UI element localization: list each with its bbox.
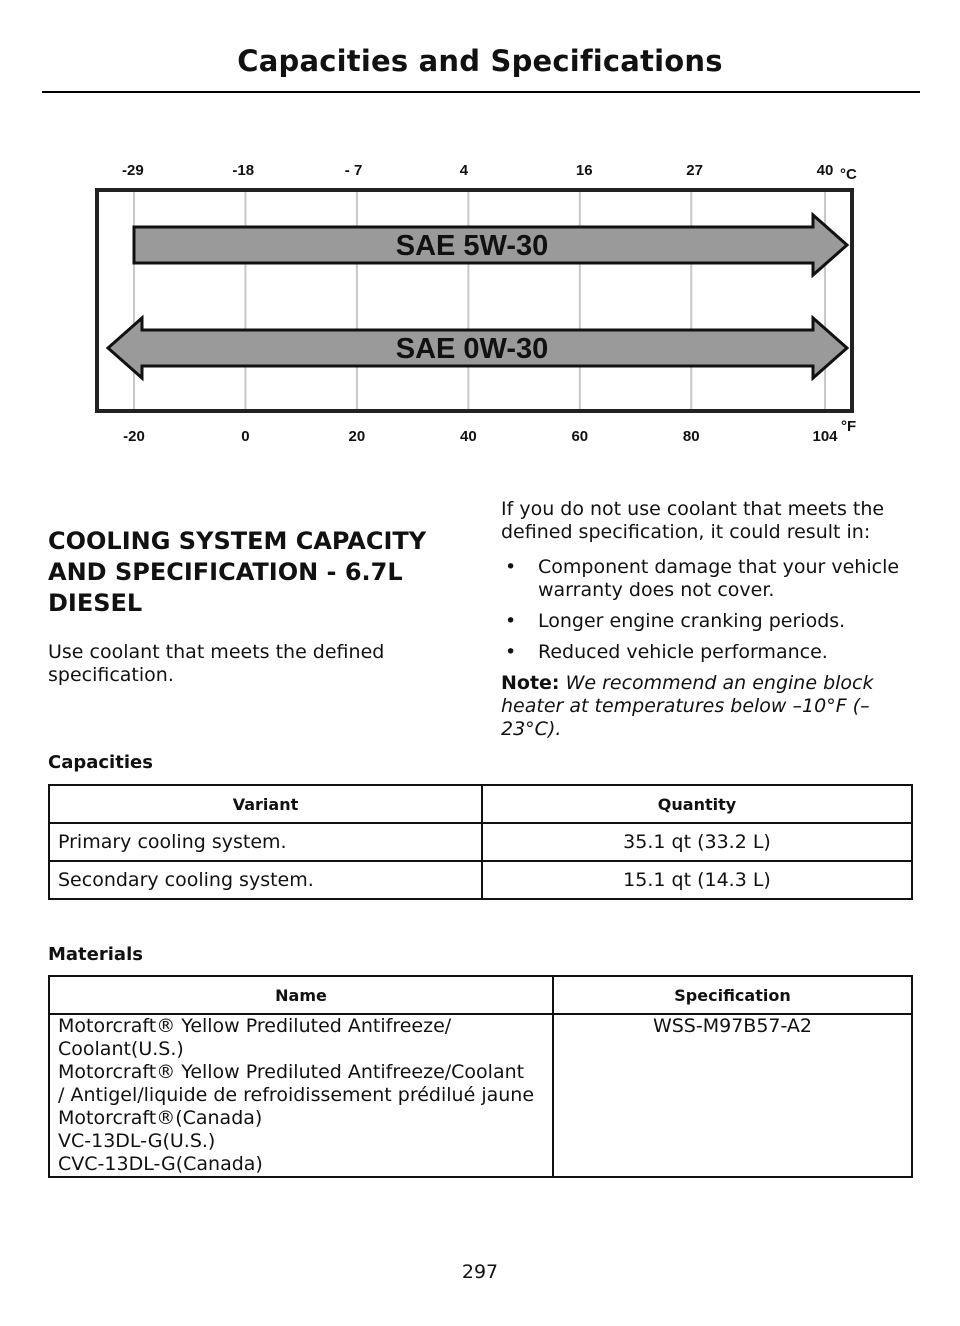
material-name-line: Motorcraft®(Canada): [58, 1107, 263, 1129]
column-header-specification: Specification: [553, 976, 912, 1014]
chart-frame: [97, 190, 852, 411]
page-header-title: Capacities and Specifications: [237, 44, 723, 78]
table-row: [49, 861, 912, 899]
celsius-tick-labels: [122, 162, 833, 179]
variant-cell: Secondary cooling system.: [49, 861, 482, 899]
list-item: [501, 556, 921, 602]
material-name-line: CVC-13DL-G(Canada): [58, 1153, 263, 1175]
material-name-line: VC-13DL-G(U.S.): [58, 1130, 216, 1152]
note-text: We recommend an engine block heater at temperatures below –10°F (–23°C).: [501, 672, 874, 740]
list-item-text: Longer engine cranking periods.: [538, 610, 846, 632]
quantity-cell: 35.1 qt (33.2 L): [482, 823, 912, 861]
material-name-line: Motorcraft® Yellow Prediluted Antifreeze/: [58, 1015, 452, 1037]
page-number: 297: [461, 1261, 499, 1283]
table-header-row: [49, 785, 912, 823]
note: [501, 672, 891, 741]
list-item: [501, 641, 921, 664]
bullet-icon: •: [505, 641, 517, 663]
consequence-lead: If you do not use coolant that meets the defined specification, it could result in:: [501, 498, 885, 543]
column-header-name: Name: [49, 976, 553, 1014]
note-label: Note:: [501, 672, 560, 694]
celsius-tick-label: - 7: [344, 162, 363, 179]
capacities-table: [48, 784, 913, 900]
fahrenheit-tick-label: 40: [460, 428, 477, 445]
section-left-column: [48, 526, 468, 687]
materials-heading: Materials: [48, 944, 143, 965]
celsius-tick-label: 40: [816, 162, 834, 179]
material-name-line: Motorcraft® Yellow Prediluted Antifreeze/Coolant: [58, 1061, 525, 1083]
celsius-unit: °C: [840, 166, 857, 183]
section-title: [48, 526, 468, 619]
list-item-text: Component damage that your vehicle warranty does not cover.: [538, 556, 900, 601]
section-right-column: [501, 498, 921, 741]
celsius-tick-label: 27: [686, 162, 703, 179]
fahrenheit-tick-labels: [123, 428, 838, 445]
celsius-tick-label: -29: [122, 162, 144, 179]
section-title-line: COOLING SYSTEM CAPACITY: [48, 527, 427, 555]
table-row: [49, 1014, 912, 1177]
arrow-5w30-label: SAE 5W-30: [395, 230, 549, 262]
header-rule: [42, 91, 920, 93]
celsius-tick-label: 16: [575, 162, 593, 179]
material-name-cell: [49, 1014, 553, 1177]
table-header-row: [49, 976, 912, 1014]
fahrenheit-tick-label: 0: [241, 428, 250, 445]
fahrenheit-tick-label: 104: [812, 428, 838, 445]
oil-viscosity-chart: [80, 150, 880, 450]
quantity-cell: 15.1 qt (14.3 L): [482, 861, 912, 899]
fahrenheit-tick-label: -20: [123, 428, 145, 445]
fahrenheit-tick-label: 20: [348, 428, 366, 445]
bullet-icon: •: [505, 610, 517, 632]
materials-table: [48, 975, 913, 1178]
table-row: [49, 823, 912, 861]
capacities-heading: Capacities: [48, 752, 153, 773]
bullet-icon: •: [505, 556, 517, 578]
celsius-tick-label: -18: [232, 162, 255, 179]
section-intro: Use coolant that meets the defined specification.: [48, 641, 385, 686]
material-spec-cell: WSS-M97B57-A2: [553, 1014, 912, 1177]
column-header-quantity: Quantity: [482, 785, 912, 823]
fahrenheit-tick-label: 80: [682, 428, 700, 445]
variant-cell: Primary cooling system.: [49, 823, 482, 861]
material-name-line: / Antigel/liquide de refroidissement prédilué jaune: [58, 1084, 535, 1106]
list-item-text: Reduced vehicle performance.: [538, 641, 828, 663]
column-header-variant: Variant: [49, 785, 482, 823]
fahrenheit-unit: °F: [841, 418, 857, 435]
arrow-0w30-label: SAE 0W-30: [395, 333, 549, 365]
material-name-line: Coolant(U.S.): [58, 1038, 184, 1060]
celsius-tick-label: 4: [459, 162, 469, 179]
fahrenheit-tick-label: 60: [571, 428, 589, 445]
section-title-line: AND SPECIFICATION - 6.7L: [48, 558, 403, 586]
consequence-list: [501, 556, 921, 664]
section-title-line: DIESEL: [48, 589, 143, 617]
list-item: [501, 610, 921, 633]
